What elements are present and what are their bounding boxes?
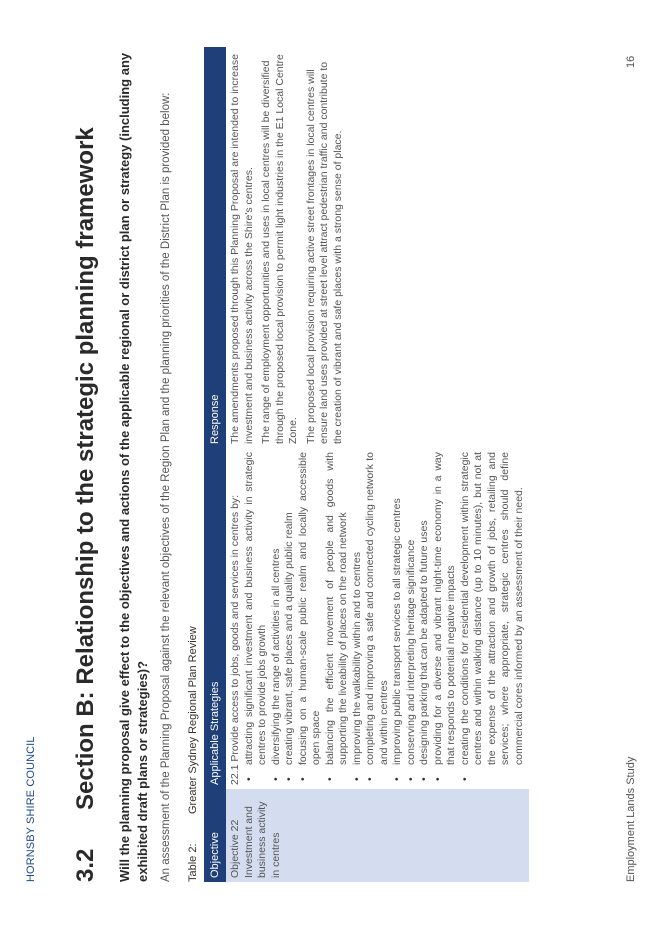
review-table xyxy=(204,47,529,882)
objective-number: Objective 22 xyxy=(229,819,241,878)
table-caption xyxy=(187,626,199,882)
strategy-lead: 22.1 Provide access to jobs, goods and services in centres by: xyxy=(229,494,241,785)
objective-cell xyxy=(226,789,529,882)
organization-header: HORNSBY SHIRE COUNCIL xyxy=(25,736,37,882)
strategy-item: • providing for a diverse and vibrant night-time economy in a way that responds to potential negative impacts xyxy=(432,452,459,765)
section-title-rest: : Relationship to the strategic planning framework xyxy=(72,127,99,700)
strategy-item: • diversifying the range of activities in all centres xyxy=(270,452,284,765)
section-number: 3.2 xyxy=(72,848,99,882)
strategy-list xyxy=(243,452,527,785)
response-paragraph: The proposed local provision requiring active street frontages in local centres will ensure land uses provided at street level attract pedestrian traffic and contribute to the creation of vibrant and safe places with a strong sense of place. xyxy=(304,61,344,444)
table-header-row xyxy=(204,47,226,882)
section-heading xyxy=(72,62,100,882)
strategy-item: • improving the walkability within and to centres xyxy=(351,452,365,765)
strategy-item: • completing and improving a safe and connected cycling network to and within centres xyxy=(364,452,391,765)
footer-document-title: Employment Lands Study xyxy=(625,756,637,882)
question-text: Will the planning proposal give effect to the objectives and actions of the applicable regional or district plan or strategy (including any exhibited draft plans or strategies)? xyxy=(117,52,150,882)
strategy-item: • improving public transport services to all strategic centres xyxy=(391,452,405,765)
review-table-container xyxy=(204,47,529,882)
strategy-item: • designing parking that can be adapted to future uses xyxy=(418,452,432,765)
response-paragraph: The amendments proposed through this Planning Proposal are intended to increase investment and business activity across the Shire's centres. xyxy=(229,54,255,444)
section-title-bold: Section B xyxy=(72,699,99,810)
intro-paragraph: An assessment of the Planning Proposal against the relevant objectives of the Region Plan and the planning priorities of the District Plan is provided below: xyxy=(160,92,172,882)
header-objective: Objective xyxy=(204,789,226,882)
page-number: 16 xyxy=(625,55,637,68)
strategy-item: • creating the conditions for residential development within strategic centres and within walking distance (up to 10 minutes), but not at the expense of the attraction and growth of jobs, retailing and services; where appropriate, strategic centres should define commercial cores informed by an assessment of their need. xyxy=(459,452,527,765)
table-row xyxy=(226,47,529,882)
strategy-item: • focusing on a human-scale public realm and locally accessible open space xyxy=(297,452,324,765)
strategy-item: • balancing the efficient movement of people and goods with supporting the liveability of places on the road network xyxy=(324,452,351,765)
strategy-item: • conserving and interpreting heritage significance xyxy=(405,452,419,765)
strategy-item: • attracting significant investment and business activity in strategic centres to provide jobs growth xyxy=(243,452,270,765)
table-caption-label: Table 2: xyxy=(187,843,199,882)
strategy-item: • creating vibrant, safe places and a quality public realm xyxy=(283,452,297,765)
header-applicable-strategies: Applicable Strategies xyxy=(204,448,226,789)
header-response: Response xyxy=(204,47,226,448)
strategies-cell xyxy=(226,448,529,789)
table-caption-title: Greater Sydney Regional Plan Review xyxy=(187,626,199,814)
response-cell xyxy=(226,47,529,448)
response-paragraph: The range of employment opportunities and uses in local centres will be diversified through the proposed local provision to permit light industries in the E1 Local Centre Zone. xyxy=(260,54,299,444)
objective-text: Investment and business activity in centres xyxy=(242,801,282,878)
